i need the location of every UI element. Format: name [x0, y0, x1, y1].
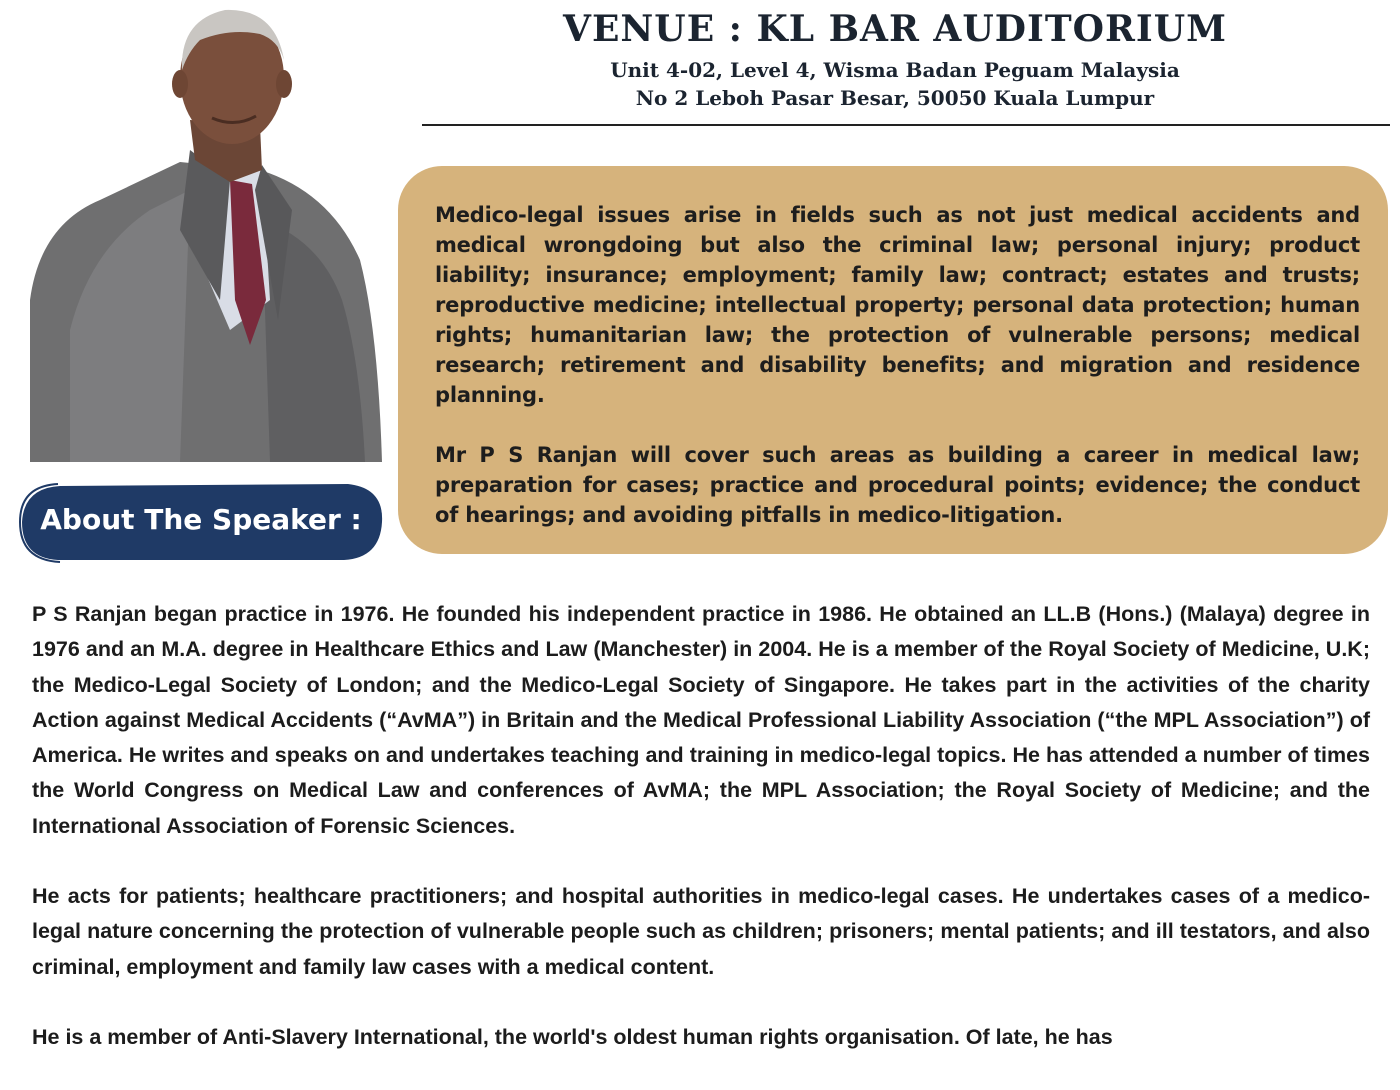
- about-speaker-heading: About The Speaker :: [40, 503, 362, 536]
- bio-paragraph-1: P S Ranjan began practice in 1976. He founded his independent practice in 1986. He obtained an LL.B (Hons.) (Malaya) degree in 1976 and an M.A. degree in Healthcare Ethics and Law (Manchester) in 2004. He is a member of the Royal Society of Medicine, U.K; the Medico-Legal Society of London; and the Medico-Legal Society of Singapore. He takes part in the activities of the charity Action against Medical Accidents (“AvMA”) in Britain and the Medical Professional Liability Association (“the MPL Association”) of America. He writes and speaks on and undertakes teaching and training in medico-legal topics. He has attended a number of times the World Congress on Medical Law and conferences of AvMA; the MPL Association; the Royal Society of Medicine; and the International Association of Forensic Sciences.: [32, 602, 1370, 838]
- speaker-biography: [32, 597, 1370, 1090]
- venue-address-line2: No 2 Leboh Pasar Besar, 50050 Kuala Lumpur: [635, 86, 1155, 110]
- speaker-photo: [30, 0, 382, 462]
- header-divider: [422, 124, 1390, 126]
- topic-summary-box: [398, 166, 1388, 554]
- venue-title: VENUE : KL BAR AUDITORIUM: [563, 8, 1227, 50]
- bio-paragraph-2: He acts for patients; healthcare practitioners; and hospital authorities in medico-legal cases. He undertakes cases of a medico-legal nature concerning the protection of vulnerable people such as children; prisoners; mental patients; and ill testators, and also criminal, employment and family law cases with a medical content.: [32, 884, 1370, 979]
- about-speaker-badge: [18, 480, 384, 564]
- speaker-portrait-illustration: [30, 0, 382, 462]
- venue-address-line1: Unit 4-02, Level 4, Wisma Badan Peguam Malaysia: [610, 58, 1180, 82]
- bio-paragraph-3: He is a member of Anti-Slavery International, the world's oldest human rights organisation. Of late, he has: [32, 1024, 1113, 1049]
- summary-paragraph-2: Mr P S Ranjan will cover such areas as building a career in medical law; preparation for cases; practice and procedural points; evidence; the conduct of hearings; and avoiding pitfalls in medico-litigation.: [435, 443, 1360, 527]
- summary-paragraph-1: Medico-legal issues arise in fields such as not just medical accidents and medical wrongdoing but also the criminal law; personal injury; product liability; insurance; employment; family law; contract; estates and trusts; reproductive medicine; intellectual property; personal data protection; human rights; humanitarian law; the protection of vulnerable persons; medical research; retirement and disability benefits; and migration and residence planning.: [435, 203, 1360, 407]
